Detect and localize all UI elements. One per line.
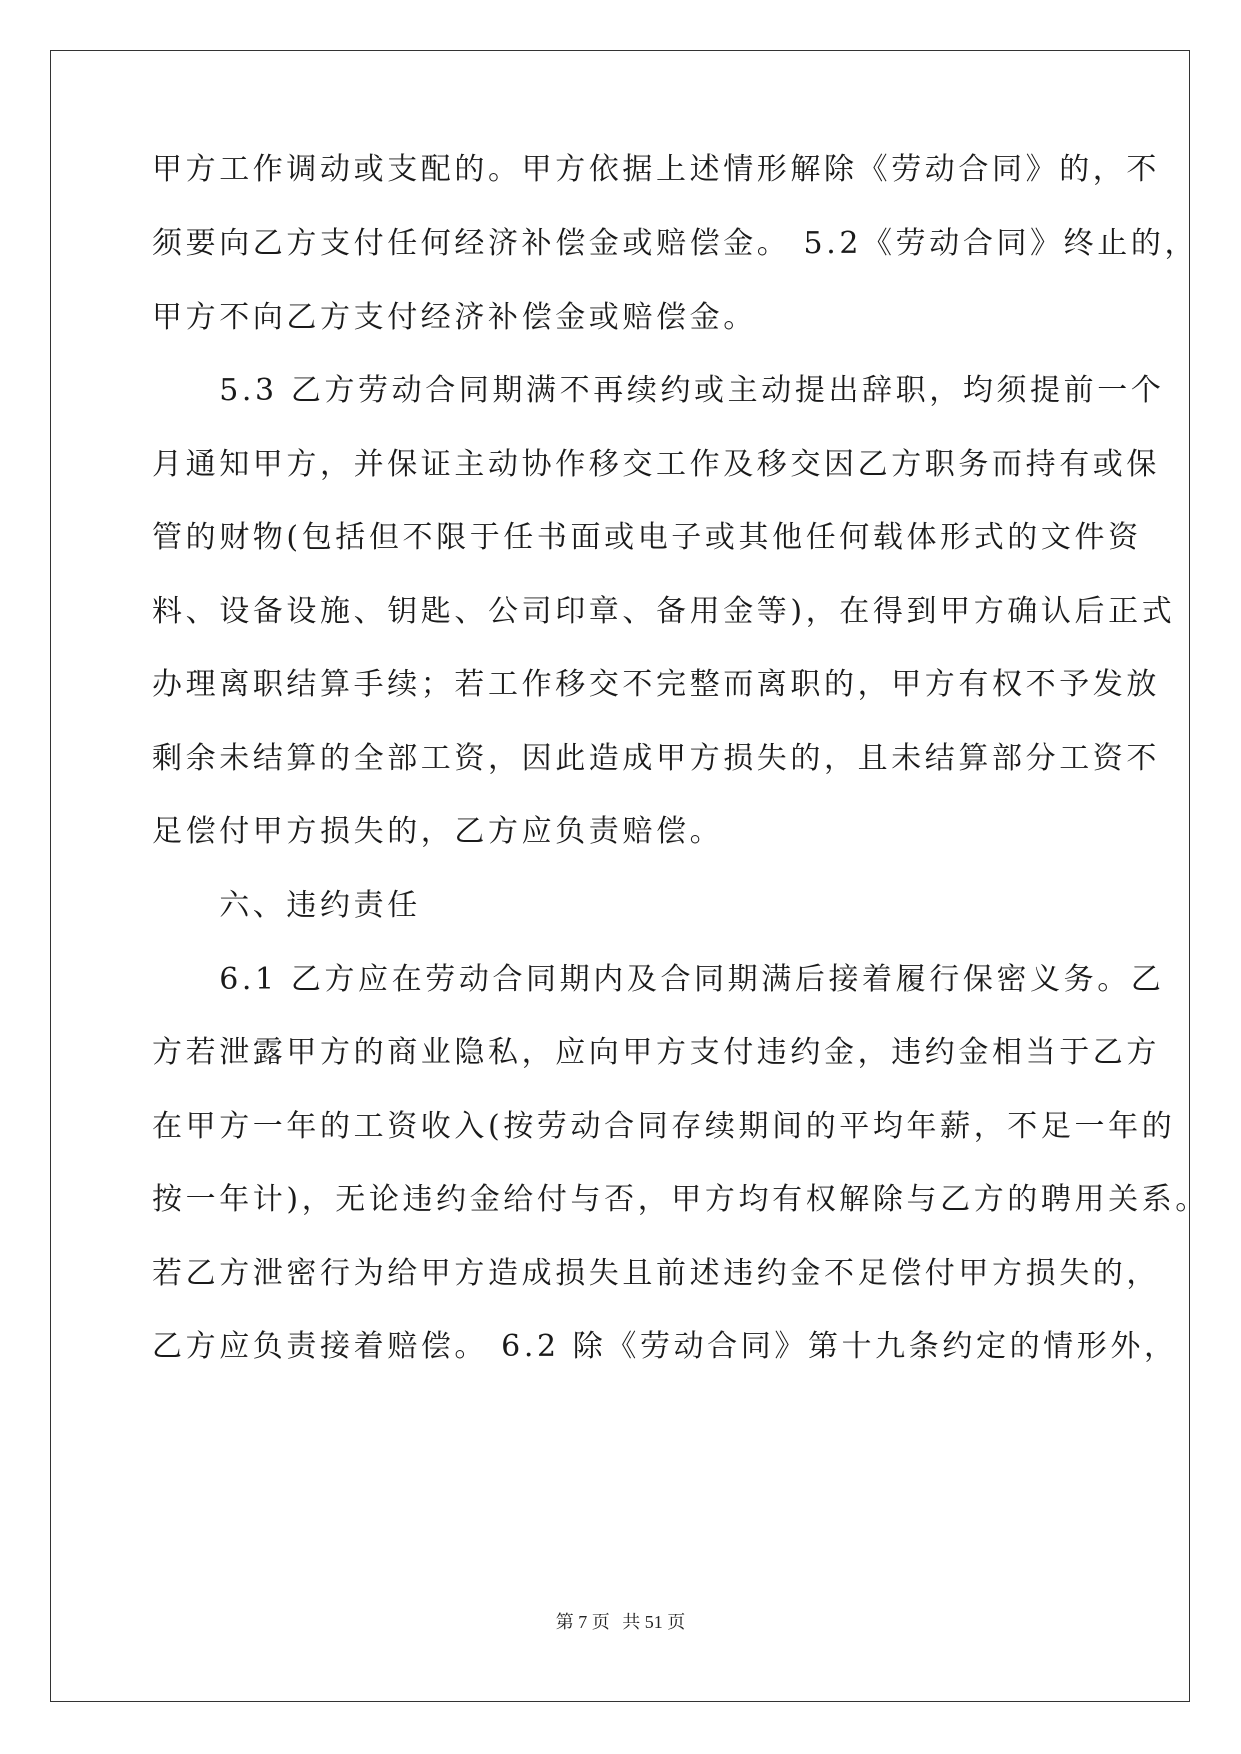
text-line: 须要向乙方支付任何经济补偿金或赔偿金。 5.2《劳动合同》终止的， [152, 226, 1199, 261]
text-line: 若乙方泄密行为给甲方造成损失且前述违约金不足偿付甲方损失的， [152, 1256, 1160, 1291]
section-heading: 六、违约责任 [152, 888, 421, 923]
text-line: 5.3 乙方劳动合同期满不再续约或主动提出辞职，均须提前一个 [152, 373, 1165, 408]
text-line: 乙方应负责接着赔偿。 6.2 除《劳动合同》第十九条约定的情形外， [152, 1329, 1178, 1364]
text-line: 方若泄露甲方的商业隐私，应向甲方支付违约金，违约金相当于乙方 [152, 1035, 1160, 1070]
text-line: 办理离职结算手续；若工作移交不完整而离职的，甲方有权不予发放 [152, 667, 1160, 702]
page-footer [0, 1608, 1241, 1634]
text-line: 月通知甲方，并保证主动协作移交工作及移交因乙方职务而持有或保 [152, 447, 1160, 482]
page-total: 共 51 页 [622, 1612, 686, 1632]
text-line: 甲方工作调动或支配的。甲方依据上述情形解除《劳动合同》的，不 [152, 152, 1160, 187]
text-line: 剩余未结算的全部工资，因此造成甲方损失的，且未结算部分工资不 [152, 741, 1160, 776]
page-number: 第 7 页 [555, 1612, 610, 1632]
text-line: 甲方不向乙方支付经济补偿金或赔偿金。 [152, 300, 757, 335]
text-line: 足偿付甲方损失的，乙方应负责赔偿。 [152, 814, 724, 849]
text-line: 按一年计)，无论违约金给付与否，甲方均有权解除与乙方的聘用关系。 [152, 1182, 1209, 1217]
text-line: 料、设备设施、钥匙、公司印章、备用金等)，在得到甲方确认后正式 [152, 594, 1176, 629]
text-line: 6.1 乙方应在劳动合同期内及合同期满后接着履行保密义务。乙 [152, 962, 1165, 997]
text-line: 管的财物(包括但不限于任书面或电子或其他任何载体形式的文件资 [152, 520, 1142, 555]
text-line: 在甲方一年的工资收入(按劳动合同存续期间的平均年薪，不足一年的 [152, 1109, 1176, 1144]
